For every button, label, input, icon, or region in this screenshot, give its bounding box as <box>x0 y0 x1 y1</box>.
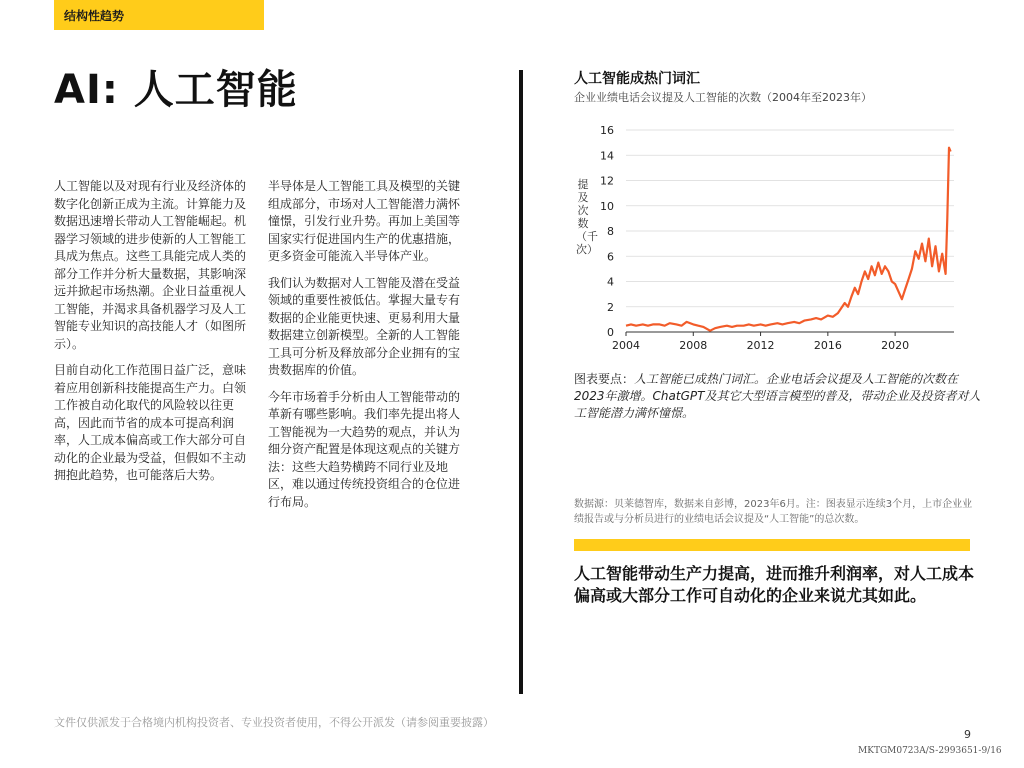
chart-title: 人工智能成热门词汇 <box>574 71 700 87</box>
paragraph: 今年市场着手分析由人工智能带动的革新有哪些影响。我们率先提出将人工智能视为一大趋势的观点，并认为细分资产配置是体现这观点的关键方法：这些大趋势横跨不同行业及地区，难以通过传统投资组合的仓位进行布局。 <box>268 389 461 509</box>
chart-source-note: 数据源：贝莱德智库，数据来自彭博，2023年6月。注：图表显示连续3个月，上市企业业绩报告或与分析员进行的业绩电话会议提及“人工智能”的总次数。 <box>574 499 973 525</box>
x-tick-label: 2004 <box>612 339 640 352</box>
y-tick-label: 16 <box>600 124 614 137</box>
x-tick-label: 2012 <box>746 339 775 352</box>
y-tick-label: 2 <box>607 300 614 314</box>
x-tick-label: 2020 <box>881 339 910 352</box>
y-tick-label: 12 <box>600 174 614 188</box>
paragraph: 我们认为数据对人工智能及潜在受益领域的重要性被低估。掌握大量专有数据的企业能更快速、更易利用大量数据建立创新模型。全新的人工智能工具可分析及释放部分企业拥有的宝贵数据库的价值。 <box>268 275 461 377</box>
document-id: MKTGM0723A/S-2993651-9/16 <box>858 746 1002 756</box>
y-tick-label: 14 <box>600 149 614 163</box>
page-number: 9 <box>964 728 971 741</box>
y-tick-label: 8 <box>607 225 614 238</box>
footer-disclaimer: 文件仅供派发于合格境内机构投资者、专业投资者使用，不得公开派发（请参阅重要披露） <box>54 716 494 729</box>
y-tick-label: 4 <box>607 275 614 289</box>
line-chart <box>570 118 970 363</box>
body-column-middle <box>268 178 464 520</box>
chart-y-axis-label: 提及次数（千次） <box>576 178 598 256</box>
y-tick-label: 10 <box>600 199 614 213</box>
x-tick-label: 2016 <box>813 339 842 352</box>
chart-subtitle: 企业业绩电话会议提及人工智能的次数（2004年至2023年） <box>574 91 872 104</box>
y-tick-label: 0 <box>607 326 614 339</box>
section-tag <box>54 0 264 30</box>
pull-quote: 人工智能带动生产力提高，进而推升利润率，对人工成本偏高或大部分工作可自动化的企业来说尤其如此。 <box>574 564 975 605</box>
chart-takeaway-lead: 图表要点： <box>574 372 635 386</box>
paragraph: 半导体是人工智能工具及模型的关键组成部分，市场对人工智能潜力满怀憧憬，引发行业升势。再加上美国等国家实行促进国内生产的优惠措施，更多资金可能流入半导体产业。 <box>268 179 461 263</box>
body-column-left <box>54 178 250 494</box>
chart-svg <box>570 118 970 363</box>
chart-takeaway <box>574 371 986 422</box>
vertical-divider <box>519 70 523 694</box>
chart-takeaway-text: 人工智能已成热门词汇。企业电话会议提及人工智能的次数在2023年激增。ChatGPT及其它大型语言模型的普及，带动企业及投资者对人工智能潜力满怀憧憬。 <box>574 372 981 420</box>
series-line <box>626 148 951 331</box>
y-tick-label: 6 <box>607 250 614 264</box>
section-tag-label: 结构性趋势 <box>64 9 125 23</box>
paragraph: 人工智能以及对现有行业及经济体的数字化创新正成为主流。计算能力及数据迅速增长带动人工智能崛起。机器学习领域的进步使新的人工智能工具成为焦点。这些工具能完成人类的部分工作并分析大量数据，其影响深远并掀起市场热潮。企业日益重视人工智能，并渴求具备机器学习及人工智能专业知识的高技能人才（如图所示）。 <box>54 179 247 351</box>
page-title: AI: 人工智能 <box>54 67 298 113</box>
x-tick-label: 2008 <box>679 339 708 352</box>
accent-bar <box>574 539 970 551</box>
paragraph: 目前自动化工作范围日益广泛，意味着应用创新科技能提高生产力。白领工作被自动化取代的风险较以往更高，因此而节省的成本可提高利润率，人工成本偏高或工作大部分可自动化的企业最为受益，但假如不主动拥抱此趋势，也可能落后大势。 <box>54 363 247 482</box>
